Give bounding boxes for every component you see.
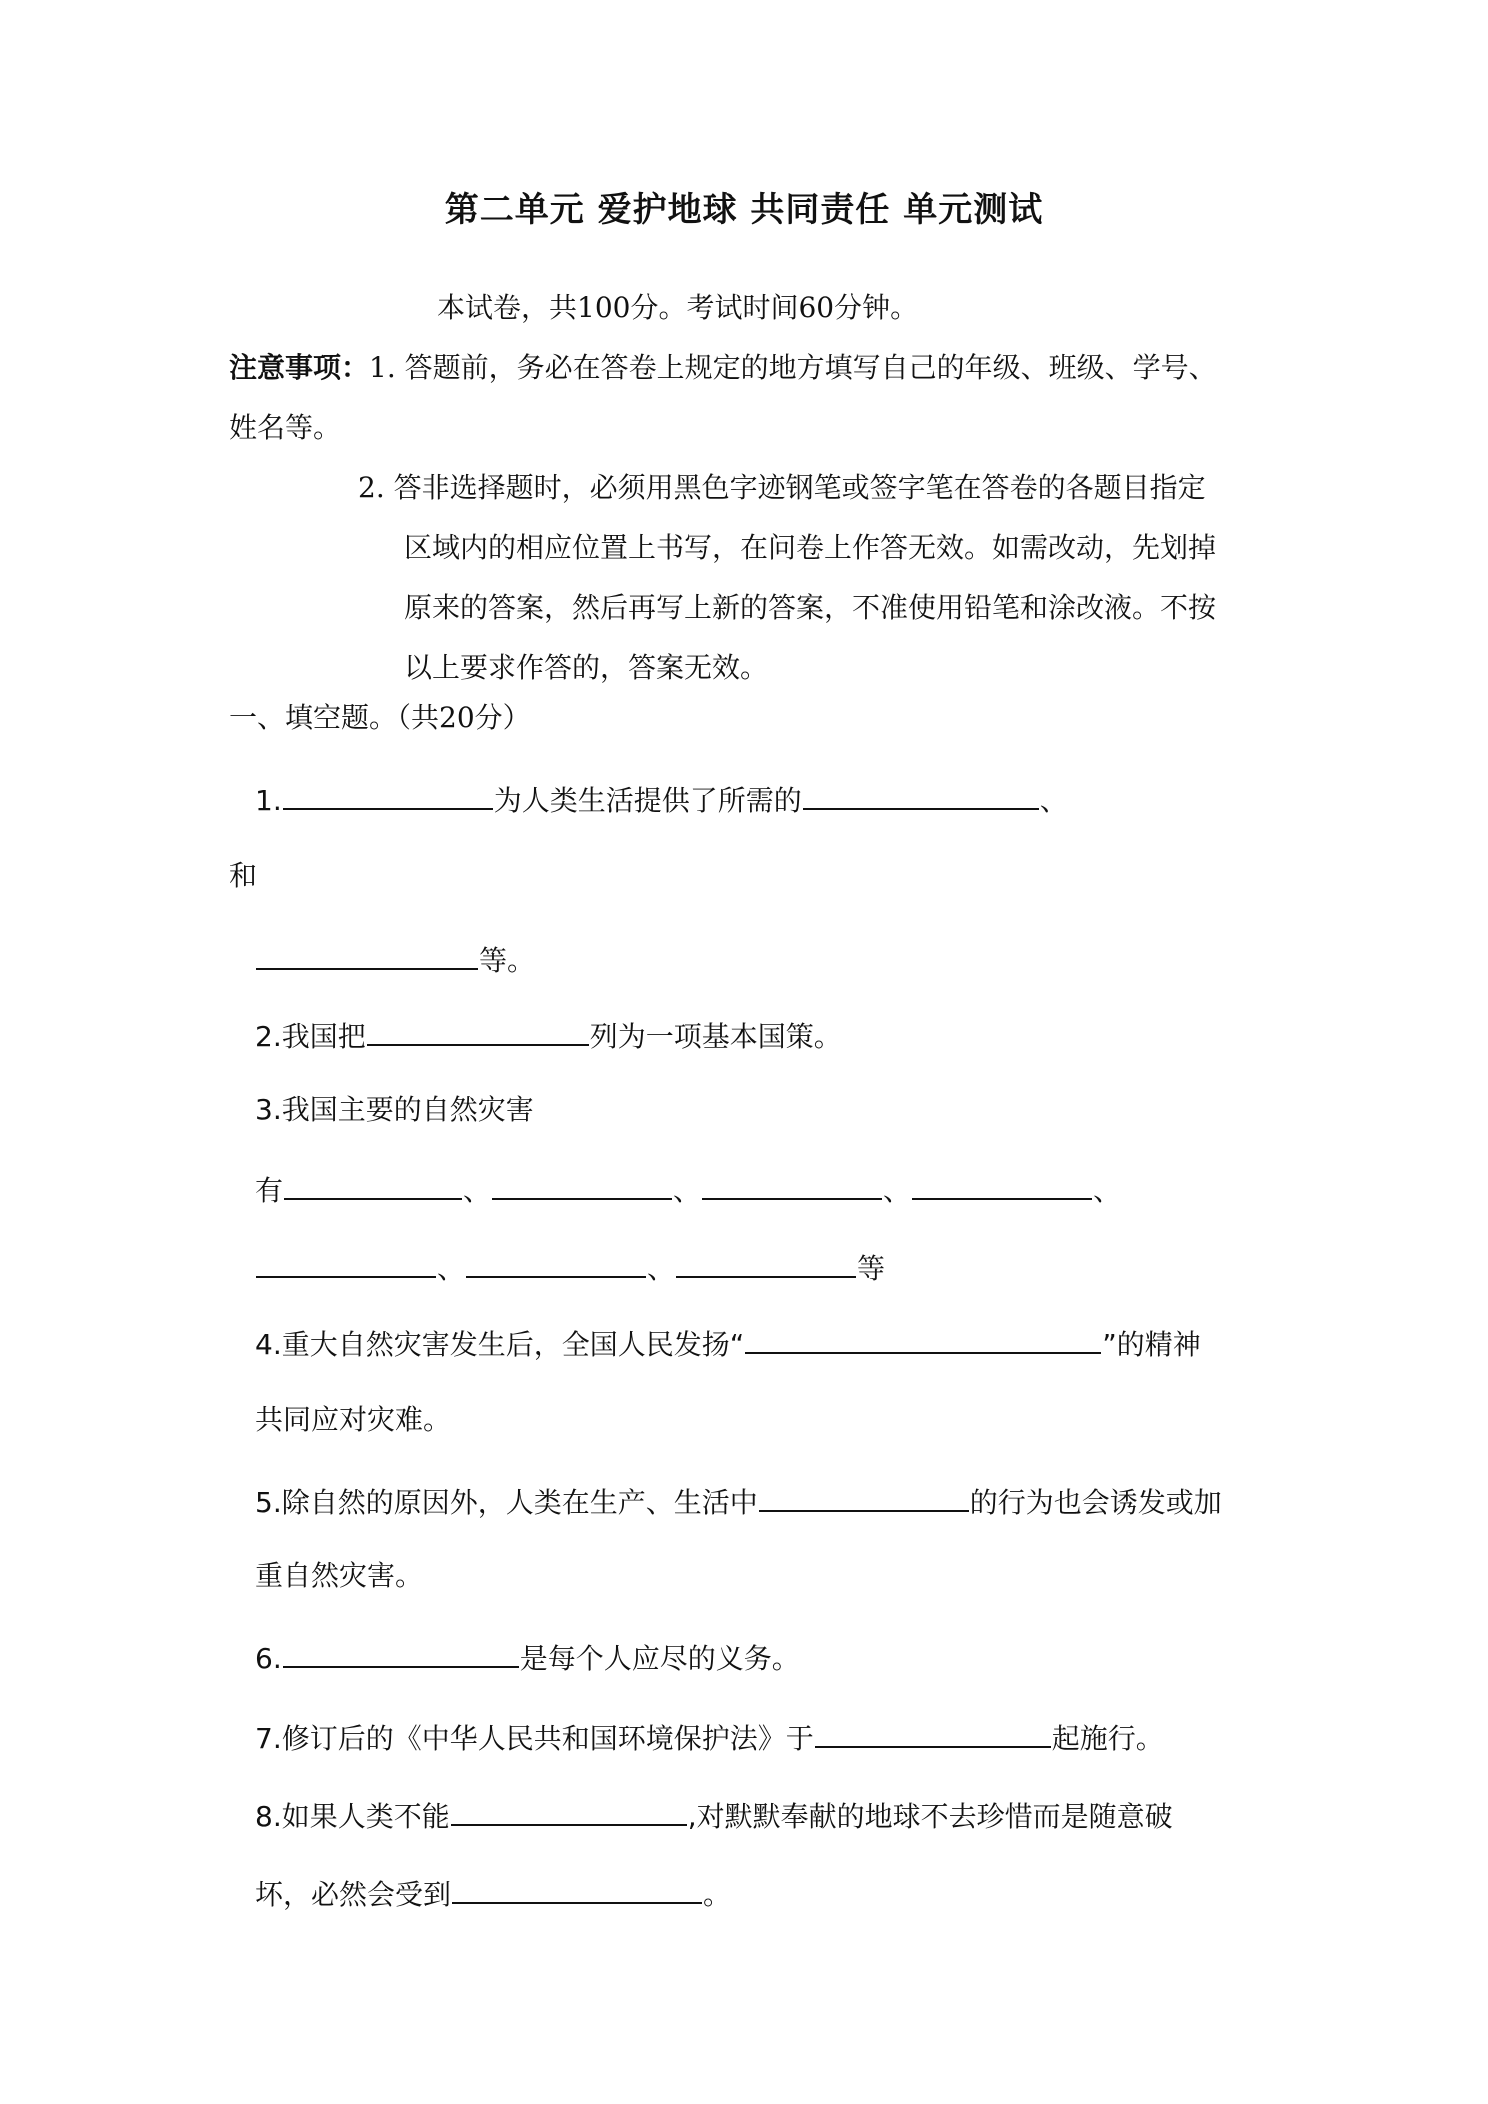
question-text: 等。	[479, 944, 536, 977]
separator: 、	[437, 1252, 466, 1285]
question-1	[255, 778, 1068, 819]
answer-blank[interactable]	[284, 1168, 462, 1200]
notice-item-2-number: 2.	[358, 471, 385, 504]
notice-item-1	[229, 350, 1217, 386]
question-number: 1.	[255, 784, 282, 817]
question-text: 。	[703, 1878, 732, 1911]
question-1-and: 和	[229, 859, 258, 892]
question-2	[255, 1014, 842, 1055]
answer-blank[interactable]	[256, 938, 478, 970]
page-title: 第二单元 爱护地球 共同责任 单元测试	[444, 190, 1044, 230]
question-number: 2.	[255, 1020, 282, 1053]
question-text: 坏，必然会受到	[255, 1878, 452, 1911]
answer-blank[interactable]	[451, 1794, 687, 1826]
question-text: 等	[857, 1252, 886, 1285]
answer-blank[interactable]	[367, 1014, 589, 1046]
section-heading: 一、填空题。（共20分）	[229, 701, 531, 734]
question-number: 7.	[255, 1722, 282, 1755]
question-text: 我国把	[281, 1020, 366, 1053]
answer-blank[interactable]	[759, 1480, 969, 1512]
answer-blank[interactable]	[283, 778, 493, 810]
question-text: 修订后的《中华人民共和国环境保护法》于	[281, 1722, 814, 1755]
notice-item-2-line-2: 区域内的相应位置上书写，在问卷上作答无效。如需改动，先划掉	[404, 531, 1217, 564]
answer-blank[interactable]	[256, 1246, 436, 1278]
question-8-line-2	[255, 1872, 731, 1913]
notice-item-2-line-4: 以上要求作答的，答案无效。	[404, 651, 769, 684]
answer-blank[interactable]	[912, 1168, 1092, 1200]
question-text: ,对默默奉献的地球不去珍惜而是随意破	[687, 1800, 1173, 1833]
question-3-line-3	[255, 1246, 885, 1287]
question-number: 5.	[255, 1486, 282, 1519]
question-8	[255, 1794, 1173, 1835]
question-text: 除自然的原因外，人类在生产、生活中	[281, 1486, 758, 1519]
question-5-line-2: 重自然灾害。	[255, 1559, 424, 1592]
answer-blank[interactable]	[745, 1322, 1101, 1354]
question-4	[255, 1322, 1201, 1363]
question-text: 有	[255, 1174, 284, 1207]
notice-label: 注意事项：	[229, 351, 370, 384]
answer-blank[interactable]	[702, 1168, 882, 1200]
notice-item-2-line-1: 答非选择题时，必须用黑色字迹钢笔或签字笔在答卷的各题目指定	[393, 471, 1206, 504]
separator: 、	[463, 1174, 492, 1207]
answer-blank[interactable]	[815, 1716, 1051, 1748]
question-5	[255, 1480, 1222, 1521]
question-text: 的行为也会诱发或加	[969, 1486, 1222, 1519]
intro-text: 本试卷，共100分。考试时间60分钟。	[437, 291, 919, 324]
question-text: 列为一项基本国策。	[589, 1020, 842, 1053]
separator: 、	[1093, 1174, 1122, 1207]
question-4-line-2: 共同应对灾难。	[255, 1403, 452, 1436]
question-1-line-3	[255, 938, 535, 979]
question-3: 3.我国主要的自然灾害	[255, 1093, 534, 1126]
answer-blank[interactable]	[676, 1246, 856, 1278]
separator: 、	[883, 1174, 912, 1207]
question-text: 起施行。	[1051, 1722, 1164, 1755]
answer-blank[interactable]	[492, 1168, 672, 1200]
question-text: 重大自然灾害发生后，全国人民发扬“	[281, 1328, 745, 1361]
answer-blank[interactable]	[283, 1636, 519, 1668]
separator: 、	[647, 1252, 676, 1285]
question-number: 8.	[255, 1800, 282, 1833]
notice-item-1-line-2: 姓名等。	[229, 411, 342, 444]
question-text: 、	[1039, 784, 1068, 817]
question-number: 4.	[255, 1328, 282, 1361]
question-text: 为人类生活提供了所需的	[493, 784, 802, 817]
question-3-line-2	[255, 1168, 1121, 1209]
answer-blank[interactable]	[803, 778, 1039, 810]
question-7	[255, 1716, 1164, 1757]
separator: 、	[673, 1174, 702, 1207]
question-text: ”的精神	[1102, 1328, 1201, 1361]
answer-blank[interactable]	[466, 1246, 646, 1278]
question-text: 如果人类不能	[281, 1800, 450, 1833]
notice-item-2-line-3: 原来的答案，然后再写上新的答案，不准使用铅笔和涂改液。不按	[404, 591, 1217, 624]
question-number: 6.	[255, 1642, 282, 1675]
notice-item-1-line-1: 答题前，务必在答卷上规定的地方填写自己的年级、班级、学号、	[404, 351, 1217, 384]
question-text: 是每个人应尽的义务。	[519, 1642, 800, 1675]
notice-item-2	[358, 470, 1206, 506]
answer-blank[interactable]	[452, 1872, 702, 1904]
notice-item-1-number: 1.	[369, 351, 396, 384]
question-6	[255, 1636, 800, 1677]
